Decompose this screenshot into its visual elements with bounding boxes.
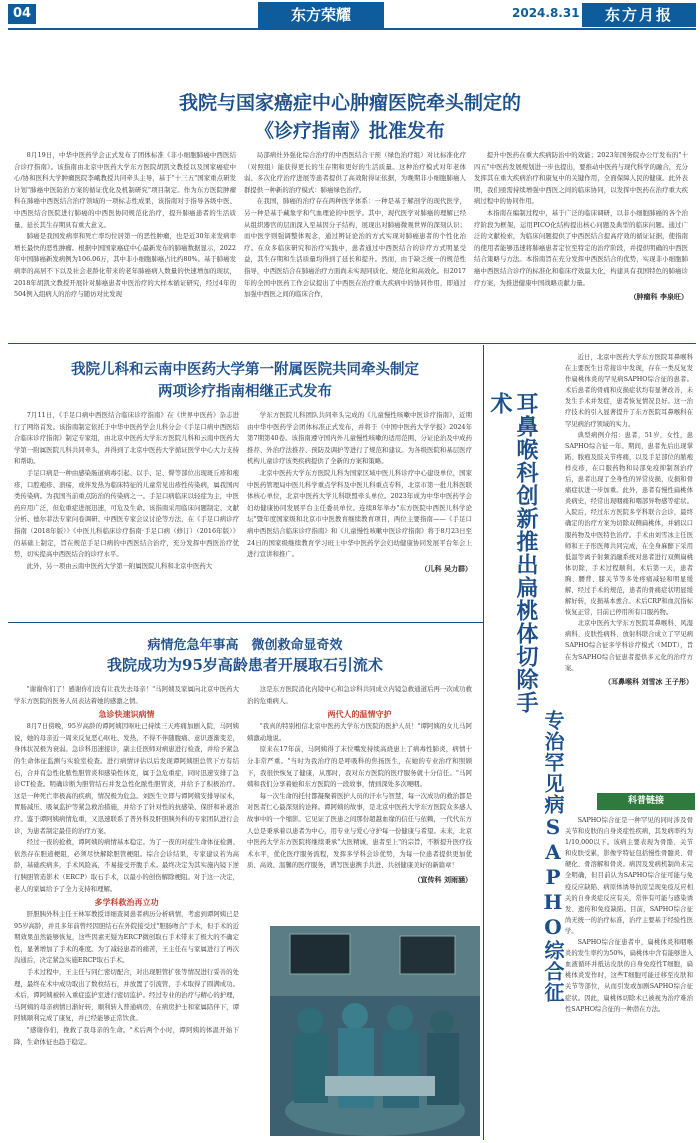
paragraph: 8月7日傍晚，95岁高龄的谭阿姨因呕吐已持续三天疼痛加剧入院，马阿姨说，她的母亲近一周来反复恶心呕吐、发热，不得不伴随腹痛、意识逐渐变差，身体状况极为衰弱。急诊科迅速接诊，副主任医师对病患进行检查，并给予紧急的生命体征监测与实验室检查。进行病情评估以后发现谭阿姨胆总管下方有结石，合并有急性化脓性胆管炎和感染性休克，属于急危重症，同时迅速安排了急诊CT检查。明确诊断为胆管结石并发急性化脓性胆管炎，并给予了积极治疗。这是一种死亡率极高的疾病，情况极为危急。刘医生立即与谭阿姨安排导尿术，胃肠减压、吸氧监护等紧急救治措施，并给予了针对性的抗感染、保肝和补液治疗。鉴于谭阿姨病情危重，又迅速联系了普外科及肝胆胰外科的专家团队进行会诊，为患者制定最佳的治疗方案。: [14, 722, 239, 835]
article3-kicker: 病情危急年事高 微创救命显奇效: [147, 638, 343, 653]
paragraph: 手术过程中，王主任与同仁密切配合，对出现胆管扩张等情况进行妥善的处理，最终在术中成功取出了数枚结石，并放置了引流管，手术取得了圆满成功。术后，谭阿姨被转入重症监护室进行密切监护。经过专业的治疗与精心的护理，马阿姨的母亲病情日渐好转，顺利转入普通病房，在病房护士和家属陪伴下，谭阿姨顺利完成了康复，并已经能够正常饮食。: [14, 968, 239, 1023]
paragraph: 局部病灶外强化综合治疗的中西医结合干预（绿色治疗组）对比标准化疗（对照组）能获得更长的生存期和更好的生活质量。这种治疗模式对年老体弱、多次化疗治疗进展等患者提供了高效附得证依据，为晚期非小细胞肺癌人群提供一种新的治疗模式：肺癌绿色治疗。: [244, 151, 466, 194]
paragraph: 肝胆胰外科主任王林军教授详细查阅患者病历分析病情，考虑到谭阿姨已是95岁高龄，并且多年前曾经因胆结石在外院接受过"胆肠吻合"手术，但手术的近期效果虽然能够恢复，这些因素无疑为ERCP微创取石手术带来了极大的不确定性，显著增加了手术的难度。为了减轻患者的痛苦，王主任在与家属进行了再次沟通后，决定紧急实施ERCP取石手术。: [14, 910, 239, 965]
paragraph: 北京中医药大学东方医院耳鼻喉科、风湿病科、皮肤性病科、放射科联合成立了罕见病SAPHO综合征多学科诊疗模式（MDT），旨在为SAPHO综合征患者提供多元化的治疗方案。: [565, 620, 693, 672]
article4-column: [565, 352, 693, 784]
article3-title: 我院成功为95岁高龄患者开展取石引流术: [107, 656, 383, 674]
article2-title-line1: 我院儿科和云南中医药大学第一附属医院共同牵头制定: [71, 361, 419, 378]
paragraph: "谢谢你们了！感谢你们没有让我失去母亲！"马阿姨及家属向北京中医药大学东方医院的医务人员表达着她的感激之情。: [14, 685, 239, 705]
paragraph: 每一次生命的托付都凝聚着医护人员的汗水与智慧，每一次成功的救治都是对医者仁心最深刻的诠释。谭阿姨的故事，是北京中医药大学东方医院众多感人故事中的一个缩影。它见证了医患之间那份超越血缘的信任与依赖，一代代东方人总是秉承着以患者为中心，用专业与爱心守护每一份健康与希望。未来，北京中医药大学东方医院将继续秉承"大医精诚，患者至上"的宗旨，不断提升医疗技术水平，优化医疗服务流程，发挥多学科会诊优势，为每一位患者提供更加优质、高效、温馨的医疗服务，谱写医患携手共进、共创健康美好的新篇章！: [247, 791, 472, 870]
article2-byline: （儿科 吴力群）: [420, 563, 472, 573]
paragraph: 8月19日，中华中医药学会正式发布了团体标准《非小细胞肺癌中西医结合诊疗指南》。该指南由北京中医药大学东方医院胡凯文教授以及国家癌症中心/协和医科大学肿瘤医院李峨教授共同牵头主导，基于"十三五"国家重点研发计划"肺癌中医防治方案的循证优化及机制研究"项目制定。作为东方医院肿瘤科在肺癌中西医结合治疗领域的一项标志性成果，该指南对于指导各级中医、中西医结合医院进行肺癌的中西医协同规范化治疗，提升肺癌患者的生活质量、延长其生存期具有重大意义。: [14, 151, 236, 229]
subhead-emergency: 急诊快速识病情: [98, 709, 155, 720]
newspaper-brand: 东方月报: [582, 3, 696, 27]
article3-column-1: [14, 684, 239, 1136]
section-tab: 东方荣耀: [258, 2, 384, 28]
paragraph: 北京中医药大学东方医院儿科为国家区域中医儿科诊疗中心建设单位，国家中医药管理局中医儿科学重点学科及中医儿科重点专科，北京市第一批儿科医联体核心单位，北京中医药大学儿科联盟牵头单位。2023年成为中华中医药学会妇幼健康协同发展平台主任委员单位。连续8年举办"东方医院中西医儿科学论坛"暨年度国家级和北京市中医教育继续教育项目，两位主要指南——《手足口病中西医结合临床诊疗指南》和《儿童慢性咳嗽中医诊疗指南》将于8月23日至24日的国家级继续教育学习班上中华中医药学会妇幼健康协同发展平台年会上进行宣讲和推广。: [247, 468, 472, 559]
science-link-tag: 科普链接: [597, 793, 695, 810]
paragraph: SAPHO综合征是一种罕见的同时涉及骨关节和皮肤的自身炎症性疾病，其发病率约为1/10,000以下。该病主要表现为骨骼、关节和皮肤受累，影像学特征包括慢性骨髓炎、骨硬化、骨溶解和骨炎。病因及发病机制尚未完全明确，但目前认为SAPHO综合征可能与免疫反应缺陷、病原体诱导抗原呈现免疫反应相关的自身炎症反应有关，常伴有可能与感染诱发、遗传和免疫缺陷。目前，SAPHO综合征尚无统一的治疗标准，治疗主要基于经验性医学。: [565, 817, 693, 935]
article1-title-line2: 《诊疗指南》批准发布: [254, 120, 445, 142]
article4-vertical-title-1: 耳鼻喉科创新推出扁桃体切除手术: [487, 392, 539, 714]
science-column: [565, 815, 693, 1137]
surgery-photo-illustration: [270, 926, 480, 1136]
article2-title-line2: 两项诊疗指南相继正式发布: [158, 383, 332, 400]
paragraph: 肺癌是我国发病率和死亡率均位居第一的恶性肿瘤，也是近30年来发病率增长最快的恶性肿瘤。根据中国国家癌症中心最新发布的肺癌数据显示，2022年中国肺癌新发病例为106.06万，其中非小细胞肺癌占比约80%。基于肺癌发病率的高居不下以及社会老龄化带来的老年肺癌病人数量的快速增加的现状，2018年胡凯文教授开展针对肺癌患者中医治疗的大样本循证研究，经过4年的504例入组病人的治疗与随访对比发现: [14, 232, 236, 299]
paragraph: "感谢你们，挽救了我母亲的生命。"术后两个小时，谭阿姨的体温开始下降，生命体征也趋于稳定。: [14, 1026, 239, 1046]
article1-column-1: [14, 150, 236, 340]
article1-byline: （肿瘤科 李泉旺）: [629, 292, 688, 302]
issue-date: 2024.8.31: [512, 6, 580, 20]
article4-vertical-title-2: 专治罕见病SAPHO综合征: [541, 710, 565, 1003]
paragraph: 学东方医院儿科团队共同牵头完成的《儿童慢性咳嗽中医诊疗指南》，近期由中华中医药学会团体标准正式发布，并将于《中国中医药大学学报》2024年第7期第40卷。该指南遵守国内外儿童慢性咳嗽的适用范围、分证论治及中成药推荐、外治疗法推荐、预防及调护等进行了规范和建议。为各级医院和基层医疗机构儿童诊疗该类疾病提供了全新的方案和策略。: [247, 411, 472, 466]
paragraph: 手足口病是一种由感染肠道病毒引起、以手、足、臀等部位出现斑丘疹和疱疹，口腔疱疹、溃疡，或伴发热为临床特征的儿童常见出疹性传染病，属我国丙类传染病。为我国当前重点防治的传染病之一。手足口病临床以轻症为主，中医药应用广泛，但危重症进展迅速，可危及生命。该指南采用临床问题制定、文献分析、德尔菲法专家问卷调研、中西医专家会议讨论等方法，在《手足口病诊疗指南（2018年版）》《中医儿科临床诊疗指南·手足口病（修订）（2016年版）》的基础上制定，旨在规范手足口病的中西医结合治疗，充分发挥中西医治疗优势，切实提高中西医结合的诊疗水平。: [14, 468, 239, 559]
paragraph: 在我国，肺癌的治疗存在两种医学体系：一种是基于解剖学的现代医学，另一种是基于藏象学和气血理论的中医学。其中，现代医学对肺癌的理解已经从组织器官的层面深入至基因分子结构，展现出对肺癌微观世界的深刻认识；而中医学则强调整体观念，通过辨证论治的方式实现对肺癌患者的个性化治疗。在众多临床研究和治疗实践中，患者通过中西医结合的诊疗方式明显受益，其生存期和生活质量均得到了延长和提升。然而，由于缺乏统一的规范性指导，中西医结合在肺癌治疗方面尚未实现同质化、规范化和高效化。但2017年的全国中医药工作会议提出了中西医在治疗重大疾病中的协同作用，即通过加强中西医之间的临床合作，: [244, 197, 466, 299]
paragraph: 近日，北京中医药大学东方医院耳鼻喉科在主要医生日常接诊中发现，存在一类反复发作扁桃体炎的罕见病SAPHO综合征的患者。术后患者的骨痛和皮损症状均有显著改善，未发生手术并发症，患者恢复情况良好。这一治疗技术的引入显著提升了东方医院耳鼻喉科在罕见病治疗领域的实力。: [565, 354, 693, 428]
article2-column-2: [247, 410, 472, 618]
paragraph: 原来在17年前，马阿姨得了末位嘴发持续高烧患上了病毒性肺炎，病情十分非常严重。"当时为我治疗的是呼吸科的焦扬医生，在她的专业治疗和照顾下，我很快恢复了健康，从那时，我对东方医院的医疗服务就十分信任。"马阿姨和我们分享着她和东方医院的一段故事，情到深处多次哽咽。: [247, 745, 472, 789]
article1-column-3: [474, 150, 688, 340]
paragraph: "我真的特别相信北京中医药大学东方医院的医护人员！"谭阿姨的女儿马阿姨激动地说。: [247, 722, 472, 742]
surgery-photo: [270, 926, 480, 1136]
subhead-two-generations: 两代人的温情守护: [327, 709, 392, 720]
article3-byline: （宣传科 刘雨涵）: [413, 874, 472, 884]
article2-column-1: [14, 410, 239, 618]
paragraph: 提升中医药在重大疾病防治中的效能；2023年国务院办公厅发布的"十四五"中医药发展规划进一步也提出，要推动中医药与现代科学的融合，充分发挥其在重大疾病治疗和康复中的关键作用，全面保障人民的健康。此外表明，我们亟需持续增强中西医之间的临床协同，以发挥中医药在治疗重大疾病过程中的协同作用。: [474, 151, 688, 206]
section-divider: [8, 343, 696, 344]
article1-title-line1: 我院与国家癌症中心肿瘤医院牵头制定的: [178, 92, 521, 114]
subhead-multidisciplinary: 多学科救治再立功: [94, 897, 159, 908]
paragraph: 本指南在编制过程中，基于广泛的临床调研，以非小细胞肺癌的各个治疗阶段为框架，运用PICO化结构提出核心问题及典型的临床问题。通过广泛的文献检索，为临床问题提供了中西医结合提高疗效的循证证据，使指南的使用者能够迅速将肺癌患者定位至特定的治疗阶段，并提供明确的中西医结合策略与方法。本指南旨在充分发挥中西医结合的优势，实现非小细胞肺癌中西医结合诊疗的标准化和临床疗效最大化，构建具有我国特色的肺癌诊疗方案，为推进健康中国战略贡献力量。: [474, 208, 688, 287]
article3-column-2: [247, 684, 472, 922]
paragraph: 7月11日，《手足口病中西医结合临床诊疗指南》在《世界中医药》杂志进行了网络首发。该指南制定依托于中华中医药学会儿科分会《手足口病中西医结合临床诊疗指南》制定专家组，由北京中医药大学东方医院儿科和云南中医药大学第一附属医院儿科共同牵头，并得到了北京中医药大学循证医学中心大力支持和帮助。: [14, 411, 239, 466]
masthead: [0, 0, 700, 28]
paragraph: 此外，另一项由云南中医药大学第一附属医院儿科和北京中医药大: [26, 561, 213, 570]
paragraph: 这是东方医院消化内镜中心和急诊科共同成立内镜急救通道后再一次成功救治的危重病人。: [247, 685, 472, 705]
paragraph: SAPHO综合征患者中，扁桃体炎和咽喉炎的发生率约为50%，扁桃体中含有能够进入血液循环并抵达皮肤的自身免疫性T细胞，扁桃体炎发作时，这些T细胞可能迁移至皮肤和关节等部位，从而引发或加剧SAPHO综合征症状。因此，扁桃体切除术已被视为治疗难治性SAPHO综合征的一种潜在方法。: [565, 939, 693, 1013]
article4-byline: （耳鼻喉科 刘雪冰 王子彤）: [604, 676, 693, 686]
section-divider: [8, 622, 483, 623]
article1-column-2: [244, 150, 466, 340]
column-divider: [483, 345, 484, 1140]
paragraph: 经过一夜的抢救，谭阿姨的病情基本稳定。为了一夜的对症生命体征检测、依然存在胆道梗阻，必须尽快解除胆管梗阻。综合会诊结果，专家建议若为高龄，基础疾病多，手术风险高，不易接受开腹手术。最终决定为其实施内镜下逆行胰胆管造影术（ERCP）取石手术，以最小的创伤解除梗阻。对于这一决定，老人的家属给予了全力支持和理解。: [14, 838, 239, 893]
page-number: 04: [8, 4, 36, 24]
masthead-rule: [8, 28, 696, 30]
paragraph: 典型病例介绍：患者，51岁，女性，患SAPHO综合征一年。期间，患者先后出现掌跖、脓疱及肢关节疼痛，以及手足部位的脓疱样皮疹，在口服药物和局部免疫抑制剂治疗后，患者出现了全身性的异常皮损，皮损和骨痛症状进一步加重。此外，患者有慢性扁桃体炎病史，经常出现咽痛和咽部异物感等症状。入院后，经过东方医院多学科联合会诊，最终确定的治疗方案为切除双侧扁桃体，并辅以口服药物及中医特色治疗。手术由刘雪冰主任医师和王子彤医师共同完成，在全身麻醉下采用低温等离子射频消融系统对患者进行双侧扁桃体切除，手术过程顺利。术后第一天，患者胸、腰背、膝关节等多处疼痛减轻和明显缓解，经过手术的规范，患者的骨痛症状明显缓解好转，皮损基本愈合。术后CRP和血沉指标恢复正常，目前已停用所有口服药物。: [565, 431, 693, 617]
